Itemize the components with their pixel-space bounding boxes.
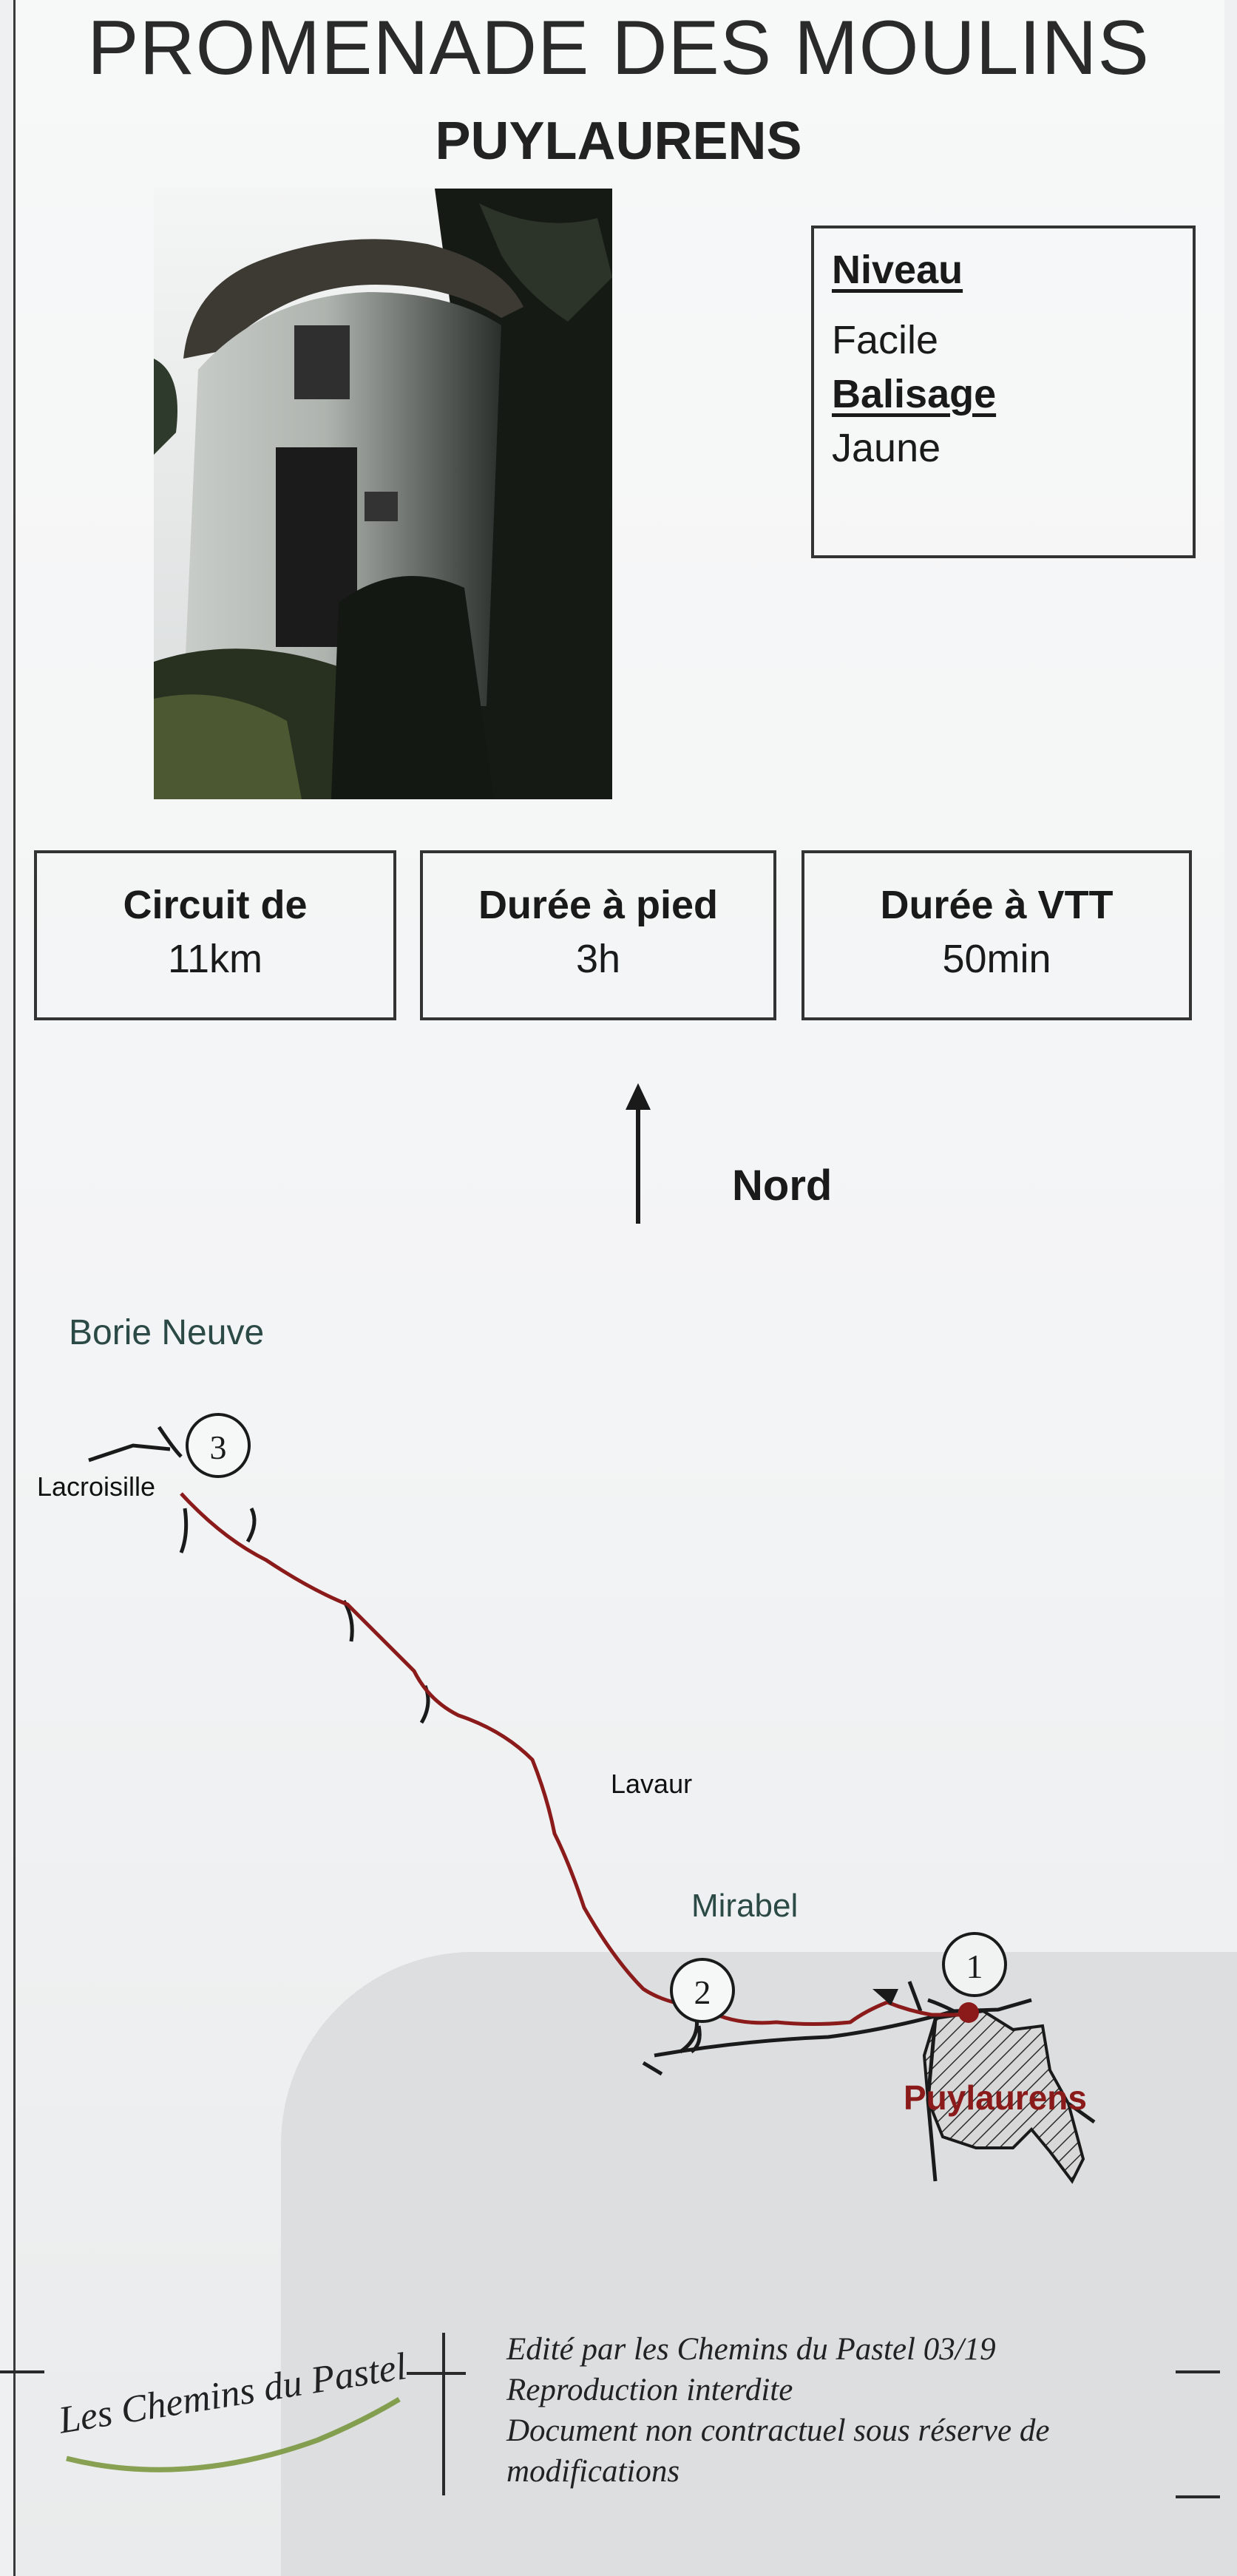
place-lacroisille: Lacroisille [37,1471,156,1502]
difficulty-box [811,226,1196,558]
publisher-line-1: Edité par les Chemins du Pastel 03/19 [506,2332,996,2367]
waypoint-3 [187,1414,249,1477]
footer-rule-left [0,2370,44,2373]
niveau-value: Facile [832,317,939,362]
page-title: PROMENADE DES MOULINS [87,5,1150,91]
waypoint-2 [671,1959,733,2021]
north-arrow-icon [620,1083,657,1224]
publisher-line-4: modifications [506,2454,680,2489]
footer-rule-right [1176,2370,1220,2373]
stat-walk-duration [420,850,776,1020]
balisage-value: Jaune [832,425,941,470]
publisher-line-3: Document non contractuel sous réserve de [506,2413,1050,2449]
windmill-photo [154,189,612,799]
north-label: Nord [732,1162,833,1210]
place-puylaurens: Puylaurens [904,2078,1087,2117]
publisher-note [506,2329,1049,2492]
town-marker [958,2002,979,2023]
stat-distance [34,850,396,1020]
stat-distance-label: Circuit de [123,883,308,927]
balisage-heading: Balisage [832,371,997,416]
niveau-heading: Niveau [832,248,963,292]
stat-distance-value: 11km [167,936,263,981]
waypoint-3-label: 3 [209,1428,227,1466]
page-subtitle: PUYLAURENS [435,112,802,171]
place-mirabel: Mirabel [691,1888,799,1924]
footer-rule-right-lower [1176,2495,1220,2498]
stat-walk-value: 3h [575,936,621,981]
route-line [181,1494,961,2024]
pastel-logo [52,2329,466,2499]
stat-walk-label: Durée à pied [478,883,719,927]
waypoint-1-label: 1 [966,1948,983,1985]
publisher-line-2: Reproduction interdite [506,2373,793,2408]
stat-bike-label: Durée à VTT [880,883,1114,927]
stat-bike-value: 50min [942,936,1051,981]
stat-bike-duration [801,850,1192,1020]
waypoint-1 [943,1933,1006,1996]
pastel-logo-text: Les Chemins du Pastel [55,2345,410,2442]
waypoint-2-label: 2 [694,1973,711,2011]
place-borie-neuve: Borie Neuve [69,1313,265,1352]
place-lavaur: Lavaur [611,1769,693,1799]
